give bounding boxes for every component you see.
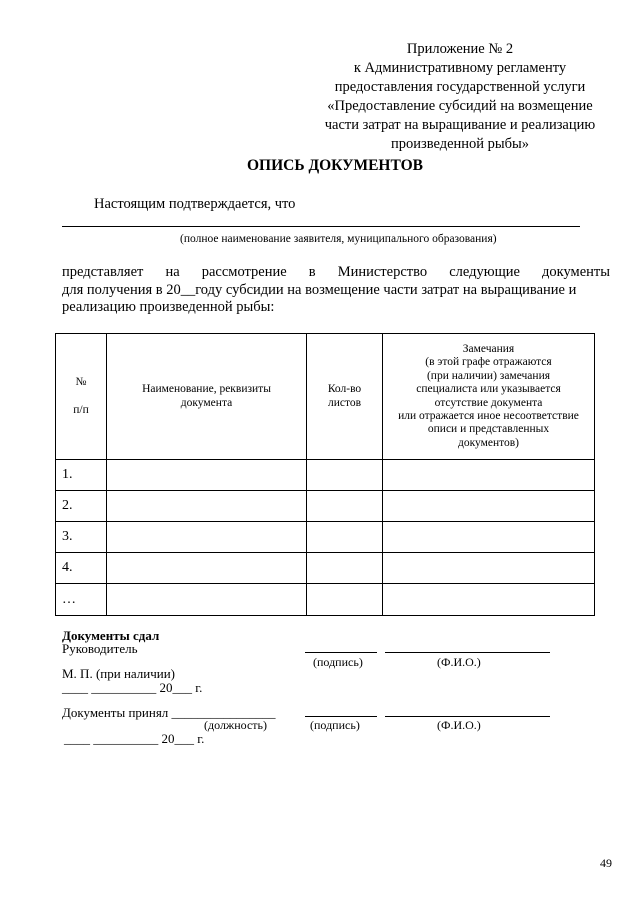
row-document-name-cell[interactable] xyxy=(107,491,307,522)
row-remarks-cell[interactable] xyxy=(383,522,595,553)
col-document-name: Наименование, реквизиты документа xyxy=(107,334,307,460)
row-number: 1. xyxy=(56,460,107,491)
submitted-date: ____ __________ 20___ г. xyxy=(62,680,203,695)
submitted-signature-hint: (подпись) xyxy=(313,655,363,669)
paragraph-line: представляет на рассмотрение в Министерство следующие документы xyxy=(62,264,610,280)
received-position-hint: (должность) xyxy=(204,718,267,732)
row-document-name-cell[interactable] xyxy=(107,553,307,584)
col-number: № п/п xyxy=(56,334,107,460)
row-sheet-count-cell[interactable] xyxy=(307,522,383,553)
row-number: 4. xyxy=(56,553,107,584)
appendix-line: «Предоставление субсидий на возмещение xyxy=(327,98,593,114)
submitted-role: Руководитель xyxy=(62,641,138,656)
col-remarks: Замечания (в этой графе отражаются (при наличии) замечания специалиста или указывается отсутствие документа или отражается иное несоответствие описи и представленных документов) xyxy=(383,334,595,460)
paragraph-line: для получения в 20__году субсидии на возмещение части затрат на выращивание и xyxy=(62,281,577,298)
row-remarks-cell[interactable] xyxy=(383,460,595,491)
submitted-heading: Документы сдал xyxy=(62,628,160,643)
table-header-row xyxy=(56,334,595,460)
page-number: 49 xyxy=(600,856,612,870)
submitted-fio-hint: (Ф.И.О.) xyxy=(437,655,481,669)
row-sheet-count-cell[interactable] xyxy=(307,491,383,522)
intro-paragraph xyxy=(62,264,610,317)
appendix-line: к Административному регламенту xyxy=(353,60,567,76)
received-date: ____ __________ 20___ г. xyxy=(64,731,205,746)
received-signature-hint: (подпись) xyxy=(310,718,360,732)
table-row xyxy=(56,491,595,522)
row-remarks-cell[interactable] xyxy=(383,491,595,522)
row-sheet-count-cell[interactable] xyxy=(307,553,383,584)
table-row xyxy=(56,553,595,584)
received-fio-line xyxy=(385,716,550,717)
page-title: ОПИСЬ ДОКУМЕНТОВ xyxy=(246,157,424,174)
row-sheet-count-cell[interactable] xyxy=(307,584,383,616)
row-document-name-cell[interactable] xyxy=(107,584,307,616)
confirm-text: Настоящим подтверждается, что xyxy=(94,196,296,212)
applicant-name-line xyxy=(62,226,580,227)
submitted-fio-line xyxy=(385,652,550,653)
stamp-label: М. П. (при наличии) xyxy=(62,666,176,681)
appendix-line: произведенной рыбы» xyxy=(390,136,530,152)
row-sheet-count-cell[interactable] xyxy=(307,460,383,491)
appendix-line: части затрат на выращивание и реализацию xyxy=(324,117,596,133)
received-signature-line xyxy=(305,716,377,717)
row-remarks-cell[interactable] xyxy=(383,584,595,616)
received-label: Документы принял ________________ xyxy=(62,705,276,720)
appendix-line: Приложение № 2 xyxy=(406,41,514,57)
documents-table xyxy=(55,333,595,616)
row-document-name-cell[interactable] xyxy=(107,522,307,553)
applicant-hint: (полное наименование заявителя, муниципального образования) xyxy=(180,233,497,245)
appendix-line: предоставления государственной услуги xyxy=(334,79,586,95)
table-row xyxy=(56,460,595,491)
row-number: … xyxy=(56,584,107,616)
appendix-header xyxy=(300,40,620,154)
row-number: 3. xyxy=(56,522,107,553)
row-number: 2. xyxy=(56,491,107,522)
table-row xyxy=(56,584,595,616)
submitted-signature-line xyxy=(305,652,377,653)
received-fio-hint: (Ф.И.О.) xyxy=(437,718,481,732)
row-document-name-cell[interactable] xyxy=(107,460,307,491)
row-remarks-cell[interactable] xyxy=(383,553,595,584)
table-row xyxy=(56,522,595,553)
paragraph-line: реализацию произведенной рыбы: xyxy=(62,299,275,315)
col-sheet-count: Кол-во листов xyxy=(307,334,383,460)
